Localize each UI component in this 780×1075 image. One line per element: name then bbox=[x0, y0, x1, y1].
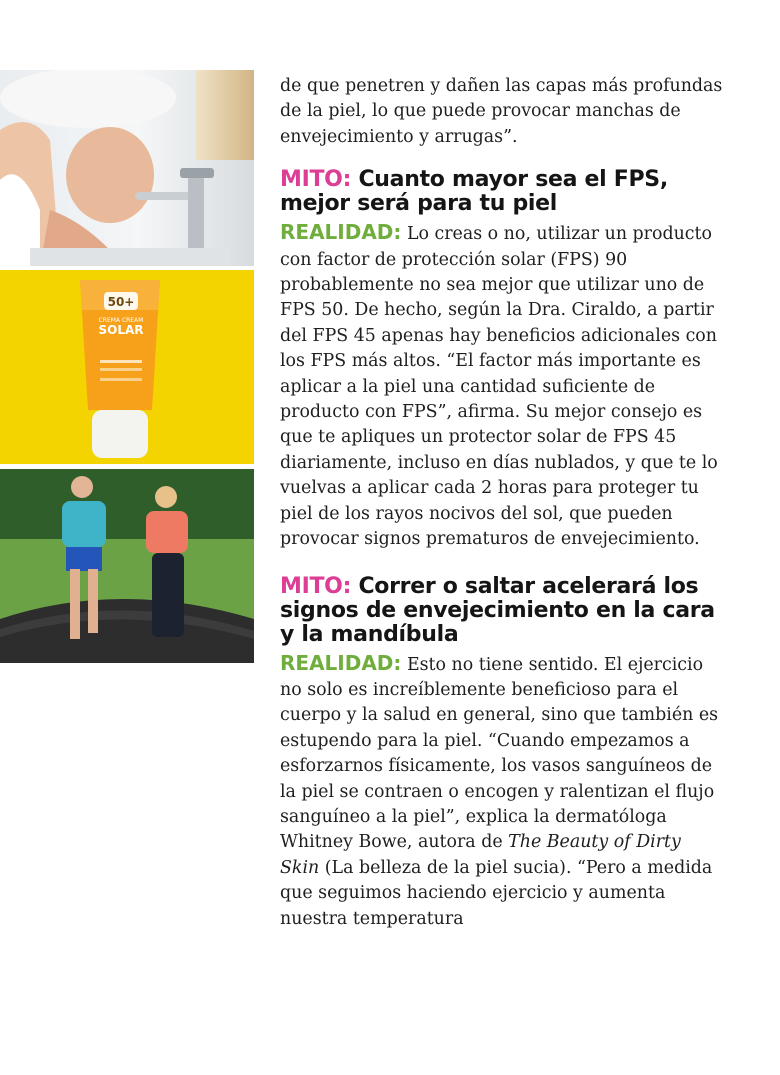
photo-column bbox=[0, 70, 254, 663]
photo-face-washing bbox=[0, 70, 254, 266]
myth-title-1: Cuanto mayor sea el FPS, mejor será para tu piel bbox=[280, 167, 668, 217]
tube-line2: SOLAR bbox=[98, 323, 144, 337]
myth-heading-2 bbox=[280, 575, 725, 647]
runners-illustration bbox=[0, 469, 254, 663]
reality-label-1: REALIDAD: bbox=[280, 220, 402, 245]
article-column bbox=[280, 74, 725, 932]
myth-label-2: MITO: bbox=[280, 573, 352, 599]
sunscreen-tube-illustration bbox=[0, 270, 254, 464]
reality-paragraph-1 bbox=[280, 220, 725, 552]
book-title: The Beauty of Dirty Skin bbox=[280, 832, 681, 878]
reality-text-1: Lo creas o no, utilizar un producto con factor de protección solar (FPS) 90 probablemente no sea mejor que utilizar uno de FPS 50. De hecho, según la Dra. Ciraldo, a partir del FPS 45 apenas hay beneficios adicionales con los FPS más altos. “El factor más importante es aplicar a la piel una cantidad suficiente de producto con FPS”, afirma. Su mejor consejo es que te apliques un protector solar de FPS 45 diariamente, incluso en días nublados, y que te lo vuelvas a aplicar cada 2 horas para proteger tu piel de los rayos nocivos del sol, que pueden provocar signos prematuros de envejecimiento. bbox=[280, 224, 718, 550]
tube-line1: CREMA CREAM bbox=[98, 317, 144, 324]
myth-label-1: MITO: bbox=[280, 167, 352, 193]
tube-spf-label: 50+ bbox=[107, 295, 135, 309]
myth-title-2: Correr o saltar acelerará los signos de envejecimiento en la cara y la mandíbula bbox=[280, 573, 715, 647]
reality-text-2a: Esto no tiene sentido. El ejercicio no solo es increíblemente beneficioso para el cuerpo y la salud en general, sino que también es estupendo para la piel. “Cuando empezamos a esforzarnos físicamente, los vasos sanguíneos de la piel se contraen o encogen y ralentizan el flujo sanguíneo a la piel”, explica la dermatóloga Whitney Bowe, autora de bbox=[280, 654, 719, 853]
reality-text-2b: (La belleza de la piel sucia). “Pero a medida que seguimos haciendo ejercicio y aumenta nuestra temperatura bbox=[280, 857, 713, 929]
reality-paragraph-2 bbox=[280, 651, 725, 932]
photo-runners bbox=[0, 469, 254, 663]
reality-label-2: REALIDAD: bbox=[280, 650, 402, 675]
intro-paragraph: de que penetren y dañen las capas más profundas de la piel, lo que puede provocar manchas de envejecimiento y arrugas”. bbox=[280, 76, 723, 147]
myth-heading-1 bbox=[280, 168, 725, 216]
photo-sunscreen-tube bbox=[0, 270, 254, 464]
face-washing-illustration bbox=[0, 70, 254, 266]
